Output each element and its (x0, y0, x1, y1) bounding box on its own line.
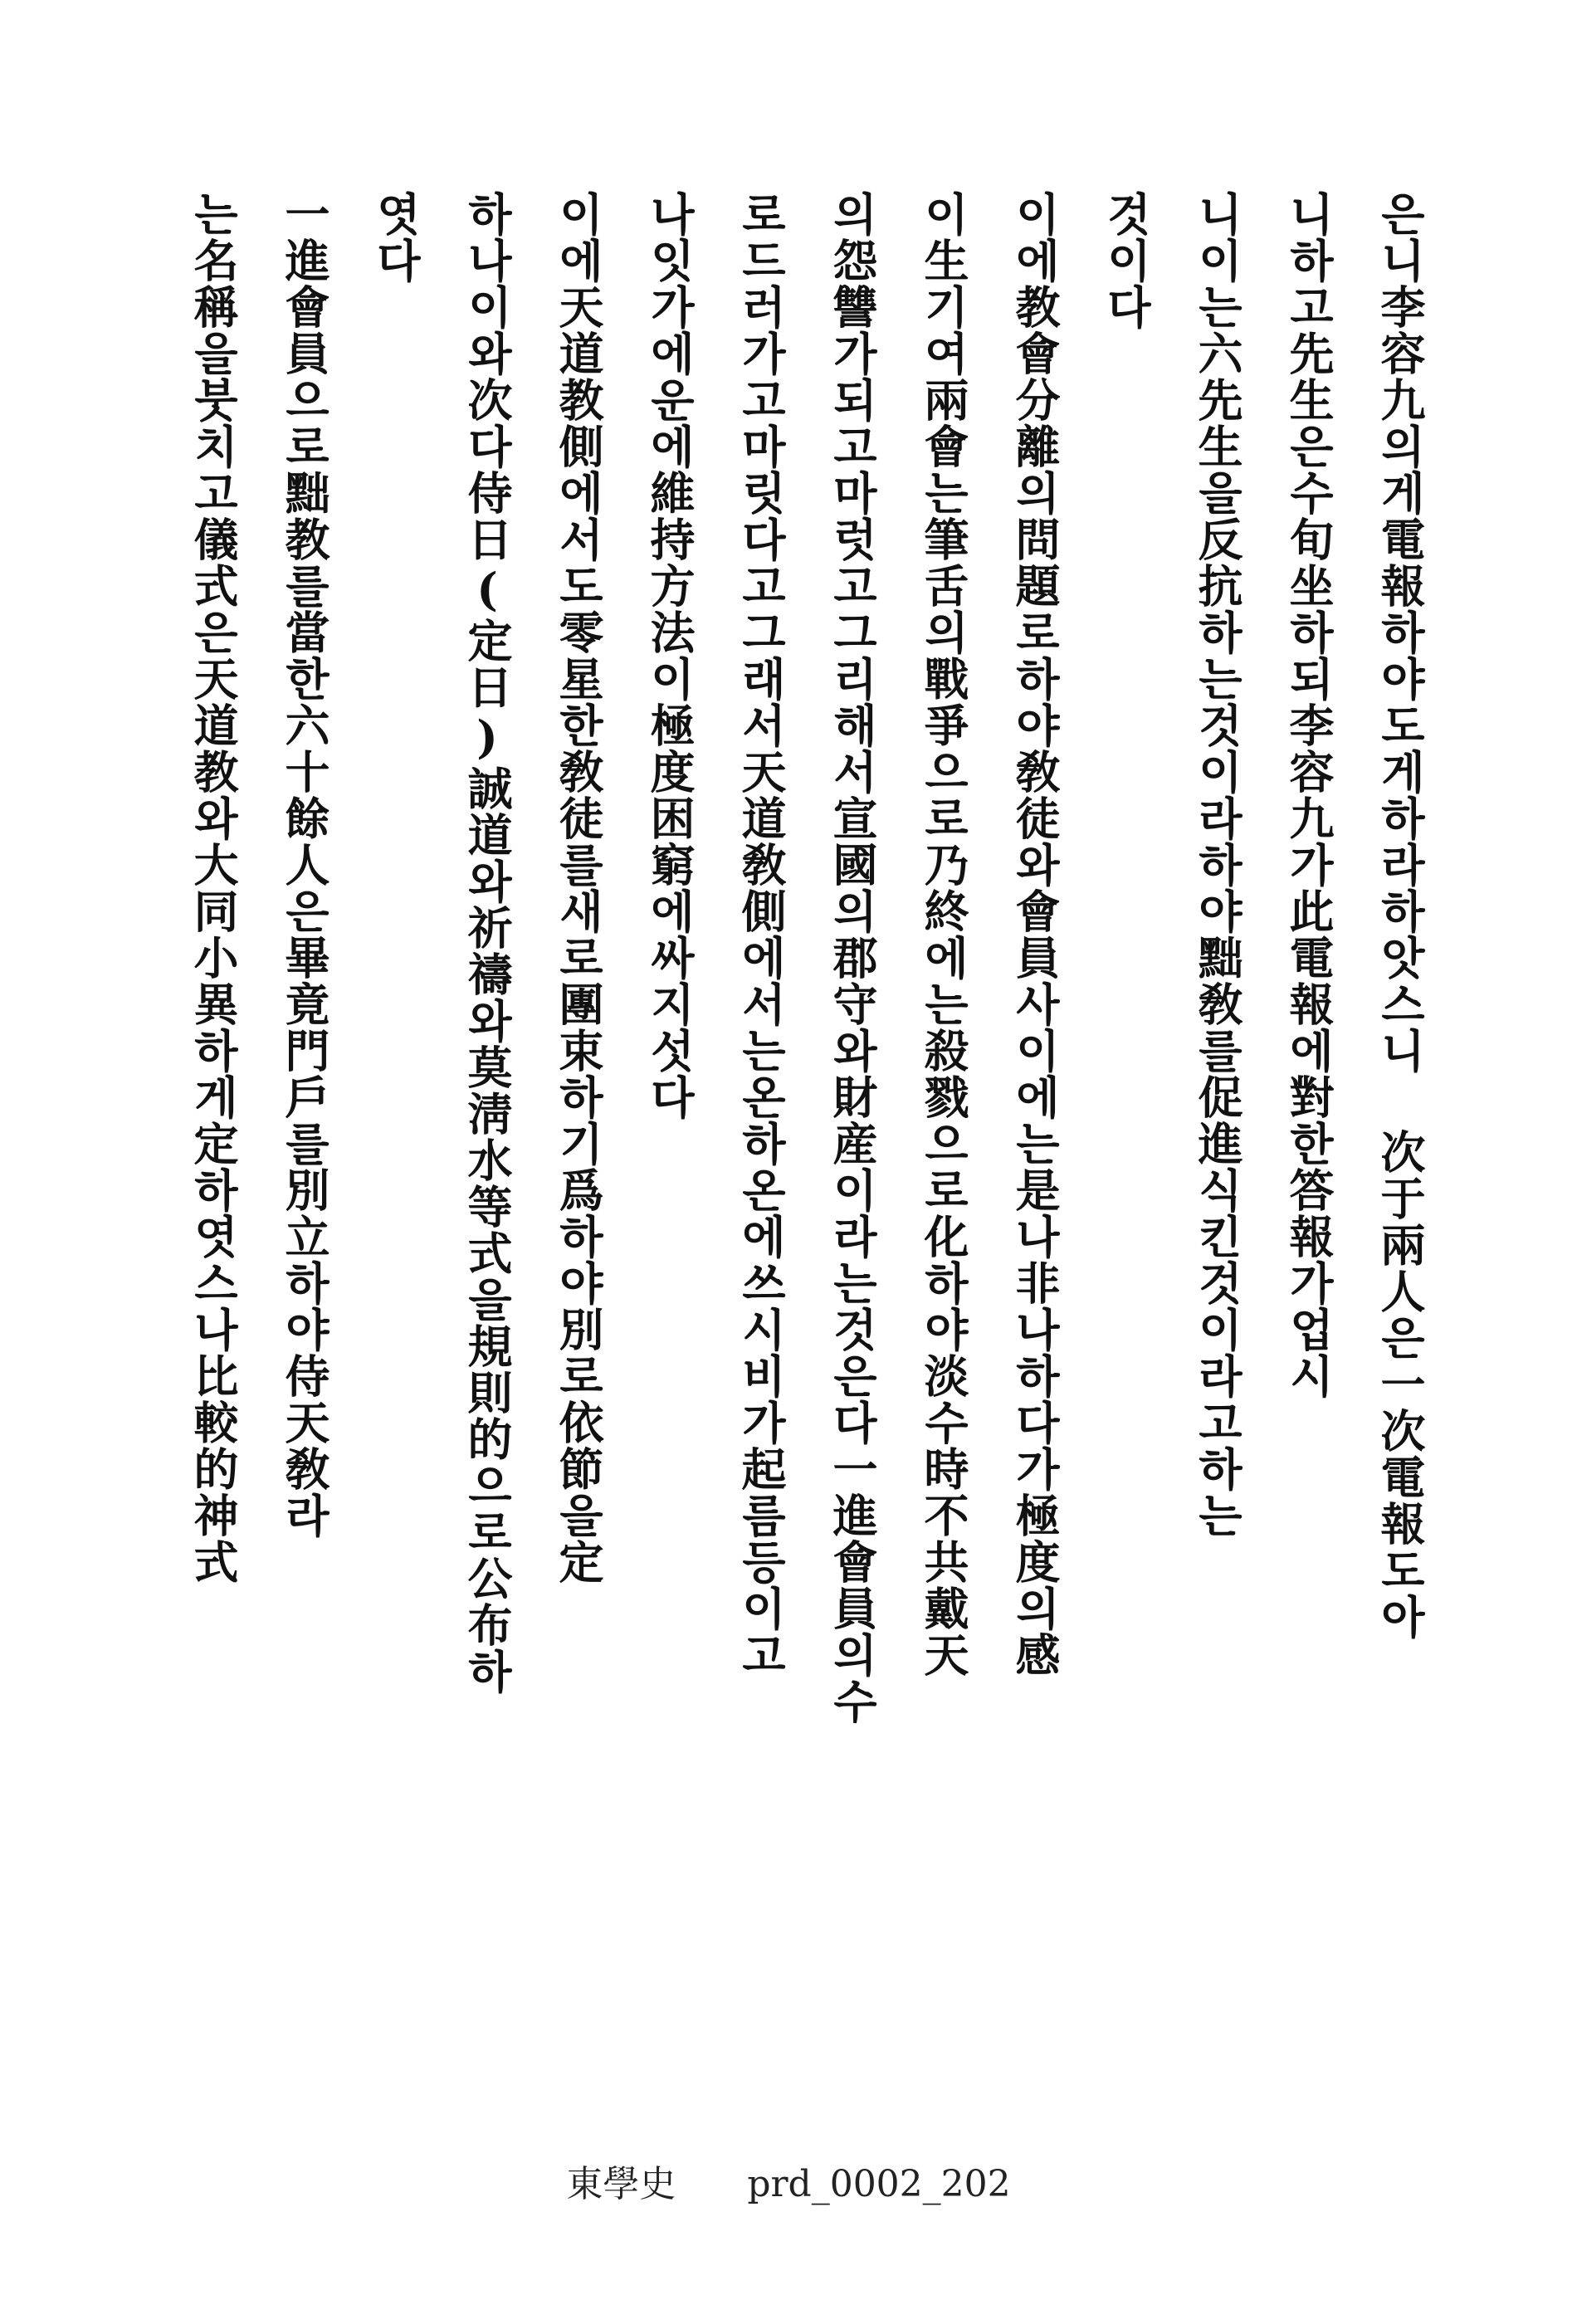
footer-page-id: prd_0002_202 (747, 2163, 1011, 2205)
manuscript-column: 이에教會分離의問題로하야敎徒와會員사이에는是나非나하다가極度의感 (1008, 191, 1062, 1678)
manuscript-column: 의怨讐가되고마럿고그리해서宣國의郡守와財産이라는것은다一進會員의수 (826, 191, 879, 1725)
manuscript-column: 나잇가에운에維持方法이極度困窮에싸지섯다 (643, 191, 696, 1120)
manuscript-column: 은니李容九의게電報하야도게하라하앗스니 次于兩人은一次電報도아 (1374, 191, 1427, 1640)
manuscript-column: 이生기여兩會는筆舌의戰爭으로乃終에는殺戮으로化하야淡수時不共戴天 (917, 191, 970, 1678)
manuscript-column: 이에天道教側에서도零星한敎徒를새로團束하기爲하야別로依節을定 (552, 191, 605, 1585)
manuscript-column: 니하고先生은수旬坐하되李容九가此電報에對한答報가업시 (1282, 191, 1335, 1399)
manuscript-column: 것이다 (1100, 191, 1153, 330)
handwritten-manuscript (141, 191, 1427, 2034)
page-footer (0, 2154, 1577, 2207)
manuscript-column: 로드러가고마릿다고그래서天道敎側에서는온하온에쓰시비가起름등이고 (735, 191, 788, 1678)
manuscript-column: 는名稱을붓치고儀式은天道教와大同小異하게定하엿스나比較的神式 (187, 191, 240, 1585)
manuscript-column: 엿다 (369, 191, 422, 284)
manuscript-column: 一進會員으로黜教를當한六十餘人은畢竟門戶를別立하야侍天敎라 (278, 191, 331, 1539)
manuscript-column: 하나이와次다侍日(定日)誠道와祈禱와莫淸水等式을規則的으로公布하 (461, 191, 514, 1695)
manuscript-column: 니이는六先生을反抗하는것이라하야黜敎를促進식킨것이라고하는 (1191, 191, 1244, 1539)
footer-title: 東學史 (566, 2163, 676, 2205)
